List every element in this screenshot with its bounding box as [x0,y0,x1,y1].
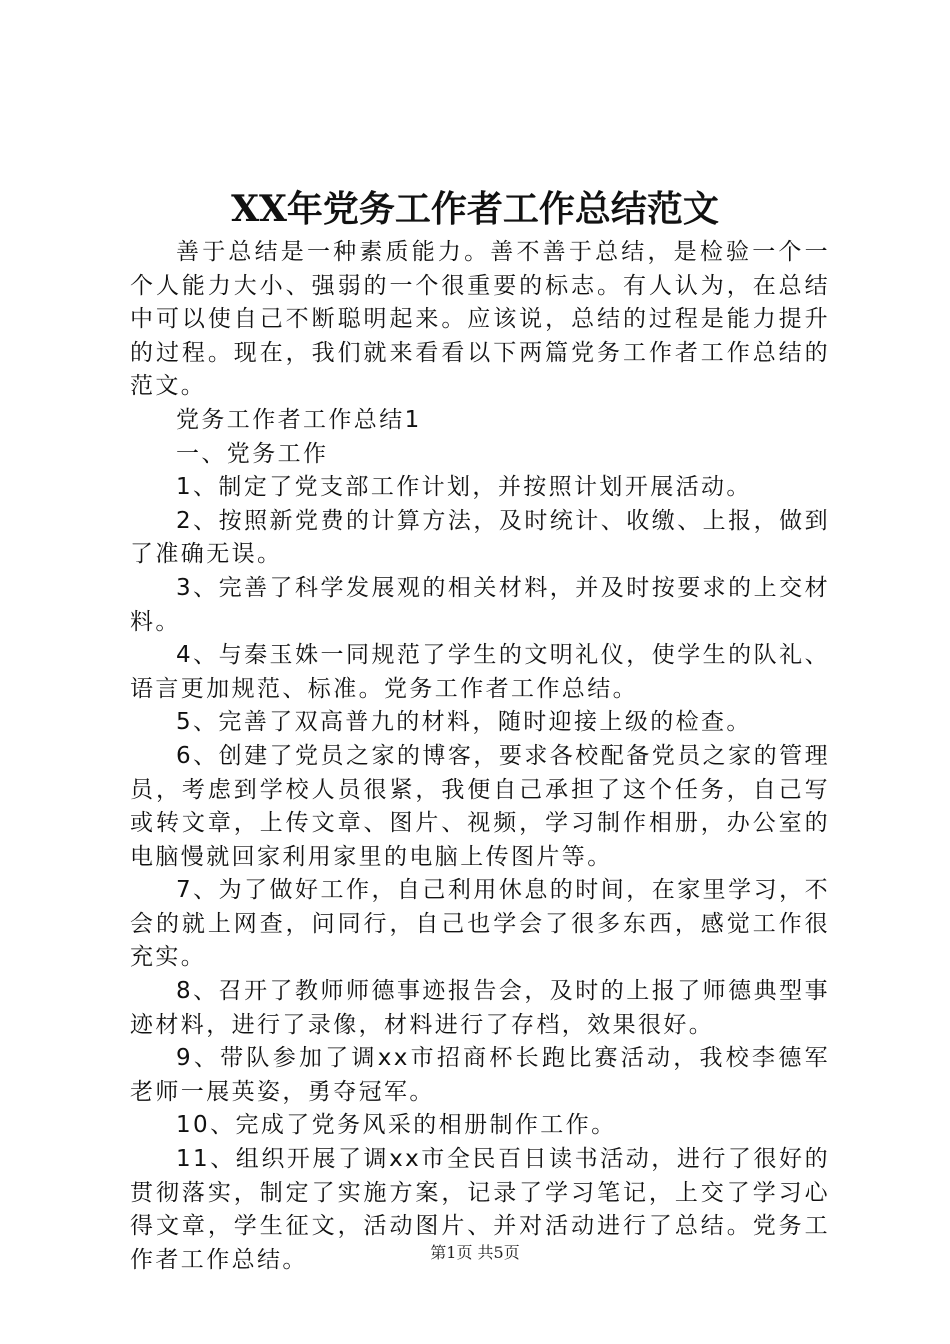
list-item: 6、创建了党员之家的博客，要求各校配备党员之家的管理员，考虑到学校人员很紧，我便自己承担了这个任务，自己写或转文章，上传文章、图片、视频，学习制作相册，办公室的电脑慢就回家利用家里的电脑上传图片等。 [130,742,830,870]
section-heading: 党务工作者工作总结1 [176,406,422,433]
list-item: 10、完成了党务风采的相册制作工作。 [176,1112,617,1139]
page-number-footer: 第1页 共5页 [430,1243,520,1262]
list-item: 8、召开了教师师德事迹报告会，及时的上报了师德典型事迹材料，进行了录像，材料进行了存档，效果很好。 [130,978,830,1038]
list-item: 2、按照新党费的计算方法，及时统计、收缴、上报，做到了准确无误。 [130,507,830,568]
list-item: 9、带队参加了调xx市招商杯长跑比赛活动，我校李德军老师一展英姿，勇夺冠军。 [130,1045,830,1105]
document-body [130,236,830,1277]
list-item: 3、完善了科学发展观的相关材料，并及时按要求的上交材料。 [130,574,830,635]
intro-paragraph: 善于总结是一种素质能力。善不善于总结，是检验一个一个人能力大小、强弱的一个很重要的标志。有人认为，在总结中可以使自己不断聪明起来。应该说，总结的过程是能力提升的过程。现在，我们就来看看以下两篇党务工作者工作总结的范文。 [130,239,830,400]
list-item: 1、制定了党支部工作计划，并按照计划开展活动。 [176,474,752,501]
list-item: 7、为了做好工作，自己利用休息的时间，在家里学习，不会的就上网查，问同行，自己也学会了很多东西，感觉工作很充实。 [130,877,830,971]
list-item: 4、与秦玉姝一同规范了学生的文明礼仪，使学生的队礼、语言更加规范、标准。党务工作者工作总结。 [130,642,830,702]
list-item: 11、组织开展了调xx市全民百日读书活动，进行了很好的贯彻落实，制定了实施方案，记录了学习笔记，上交了学习心得文章，学生征文，活动图片、并对活动进行了总结。党务工作者工作总结。 [130,1146,830,1273]
subsection-heading: 一、党务工作 [176,440,329,467]
list-item: 5、完善了双高普九的材料，随时迎接上级的检查。 [176,709,752,736]
document-title: XX年党务工作者工作总结范文 [231,188,719,230]
